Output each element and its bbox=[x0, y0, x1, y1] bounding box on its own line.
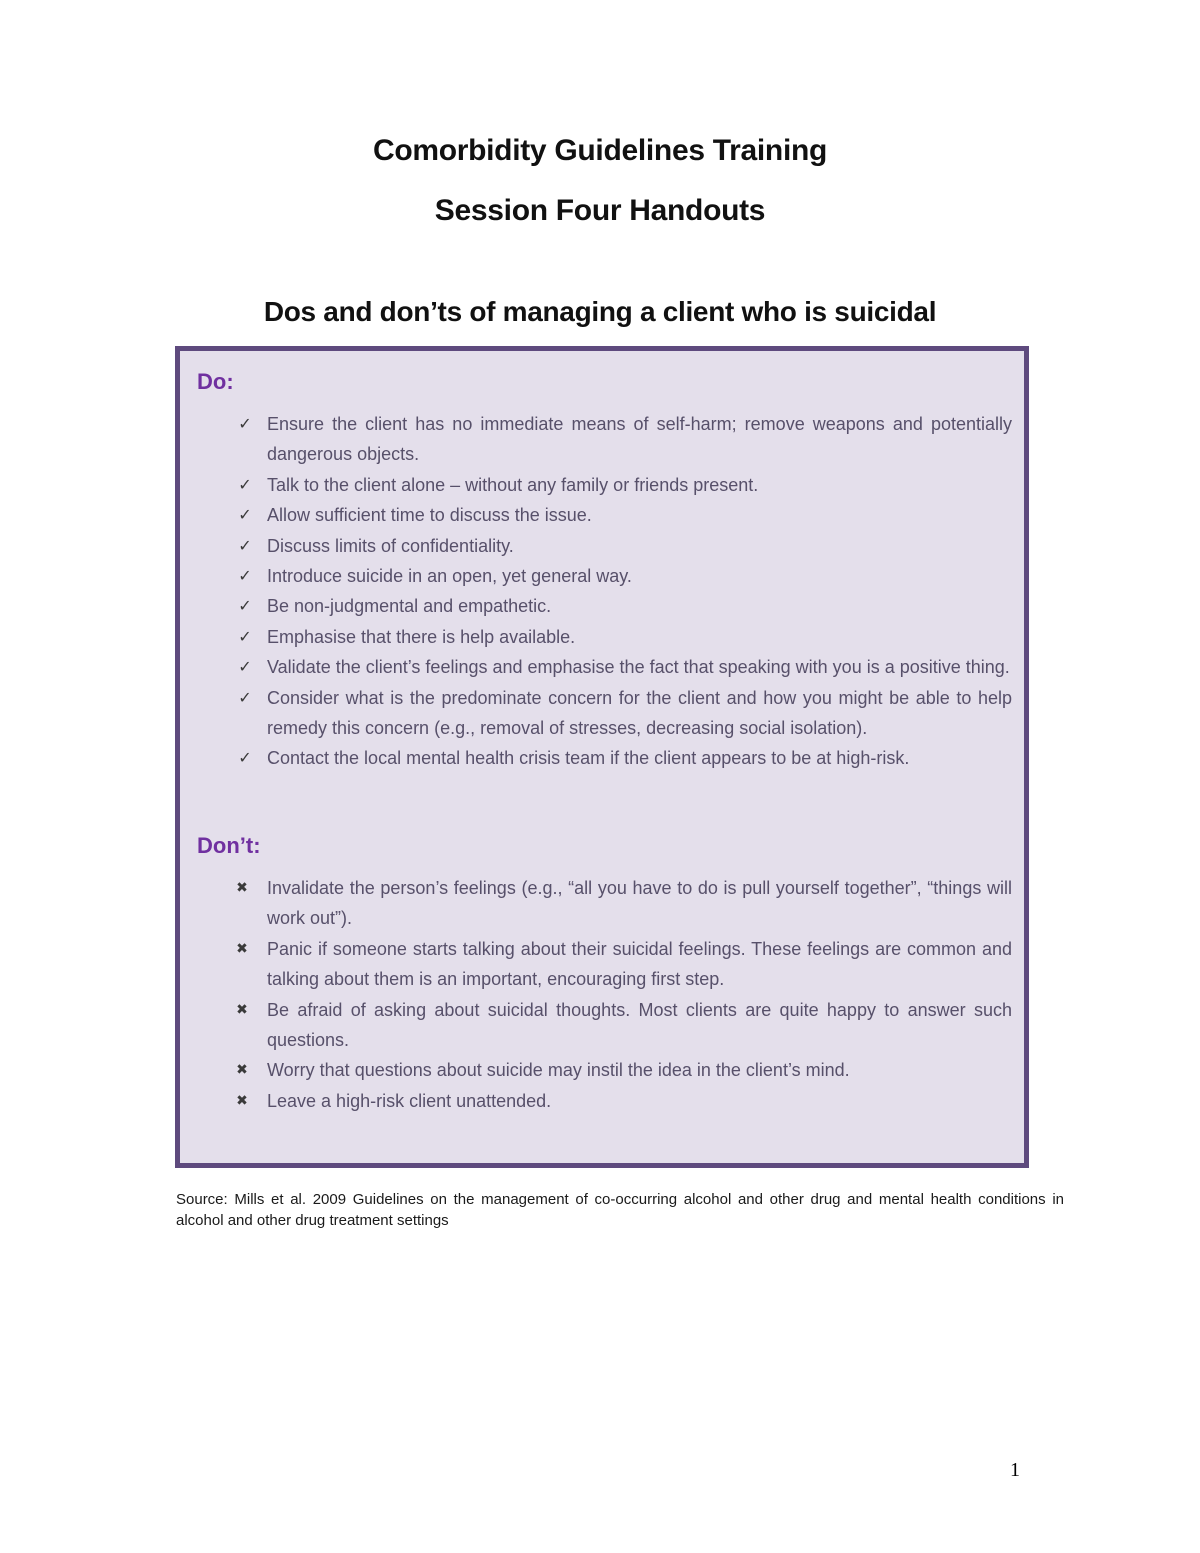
list-item-text: Be non-judgmental and empathetic. bbox=[267, 596, 552, 617]
list-item-text: Validate the client’s feelings and emphasise the fact that speaking with you is a positive thing. bbox=[267, 657, 1010, 678]
document-title: Comorbidity Guidelines Training bbox=[372, 134, 828, 167]
list-item bbox=[180, 652, 1012, 682]
list-item-text: Consider what is the predominate concern for the client and how you might be able to help remedy this concern (e.g., removal of stresses, decreasing social isolation). bbox=[267, 687, 1012, 739]
do-heading: Do: bbox=[197, 369, 234, 394]
checkmark-icon: ✓ bbox=[238, 414, 252, 433]
list-item-text: Ensure the client has no immediate means of self-harm; remove weapons and potentially dangerous objects. bbox=[267, 414, 1012, 465]
checkmark-icon: ✓ bbox=[238, 474, 252, 494]
checkmark-icon: ✓ bbox=[238, 596, 252, 616]
cross-icon: ✖ bbox=[236, 880, 248, 896]
checkmark-icon: ✓ bbox=[238, 748, 252, 768]
checkmark-icon: ✓ bbox=[238, 566, 252, 586]
list-item bbox=[180, 1086, 1012, 1116]
list-item bbox=[180, 683, 1012, 744]
checkmark-icon: ✓ bbox=[238, 626, 252, 646]
list-item bbox=[180, 743, 1012, 773]
cross-icon: ✖ bbox=[236, 1092, 248, 1109]
list-item bbox=[180, 622, 1012, 652]
checkmark-icon: ✓ bbox=[238, 535, 252, 555]
list-item-text: Contact the local mental health crisis team if the client appears to be at high-risk. bbox=[267, 748, 910, 769]
cross-icon: ✖ bbox=[236, 1062, 248, 1079]
cross-icon: ✖ bbox=[236, 940, 248, 957]
list-item-text: Talk to the client alone – without any family or friends present. bbox=[267, 474, 759, 495]
dos-donts-box bbox=[175, 346, 1029, 1168]
list-item-text: Be afraid of asking about suicidal thoughts. Most clients are quite happy to answer such questions. bbox=[267, 999, 1012, 1051]
source-citation: Source: Mills et al. 2009 Guidelines on the management of co-occurring alcohol and other drug and mental health conditions in alcohol and other drug treatment settings bbox=[176, 1191, 1064, 1229]
checkmark-icon: ✓ bbox=[238, 657, 252, 677]
checkmark-icon: ✓ bbox=[238, 687, 252, 707]
page-number: 1 bbox=[1010, 1459, 1020, 1481]
do-list bbox=[180, 409, 1012, 774]
dont-list bbox=[180, 873, 1012, 1116]
list-item bbox=[180, 531, 1012, 561]
list-item-text: Leave a high-risk client unattended. bbox=[267, 1090, 552, 1111]
list-item-text: Panic if someone starts talking about their suicidal feelings. These feelings are common and talking about them is an important, encouraging first step. bbox=[267, 938, 1012, 990]
list-item bbox=[180, 500, 1012, 530]
session-title: Session Four Handouts bbox=[434, 194, 766, 227]
cross-icon: ✖ bbox=[236, 1001, 248, 1018]
list-item bbox=[180, 934, 1012, 995]
list-item-text: Worry that questions about suicide may instil the idea in the client’s mind. bbox=[267, 1060, 850, 1081]
list-item bbox=[180, 995, 1012, 1056]
list-item-text: Emphasise that there is help available. bbox=[267, 626, 576, 647]
list-item bbox=[180, 591, 1012, 621]
list-item bbox=[180, 561, 1012, 591]
dont-heading: Don’t: bbox=[197, 833, 261, 858]
list-item bbox=[180, 1055, 1012, 1085]
list-item-text: Discuss limits of confidentiality. bbox=[267, 535, 514, 556]
section-title: Dos and don’ts of managing a client who is suicidal bbox=[263, 296, 937, 327]
list-item-text: Invalidate the person’s feelings (e.g., “all you have to do is pull yourself together”, “things will work out”). bbox=[267, 878, 1012, 929]
list-item bbox=[180, 873, 1012, 934]
list-item bbox=[180, 470, 1012, 500]
list-item bbox=[180, 409, 1012, 470]
list-item-text: Introduce suicide in an open, yet general way. bbox=[267, 566, 632, 587]
checkmark-icon: ✓ bbox=[238, 505, 252, 525]
list-item-text: Allow sufficient time to discuss the issue. bbox=[267, 505, 592, 526]
